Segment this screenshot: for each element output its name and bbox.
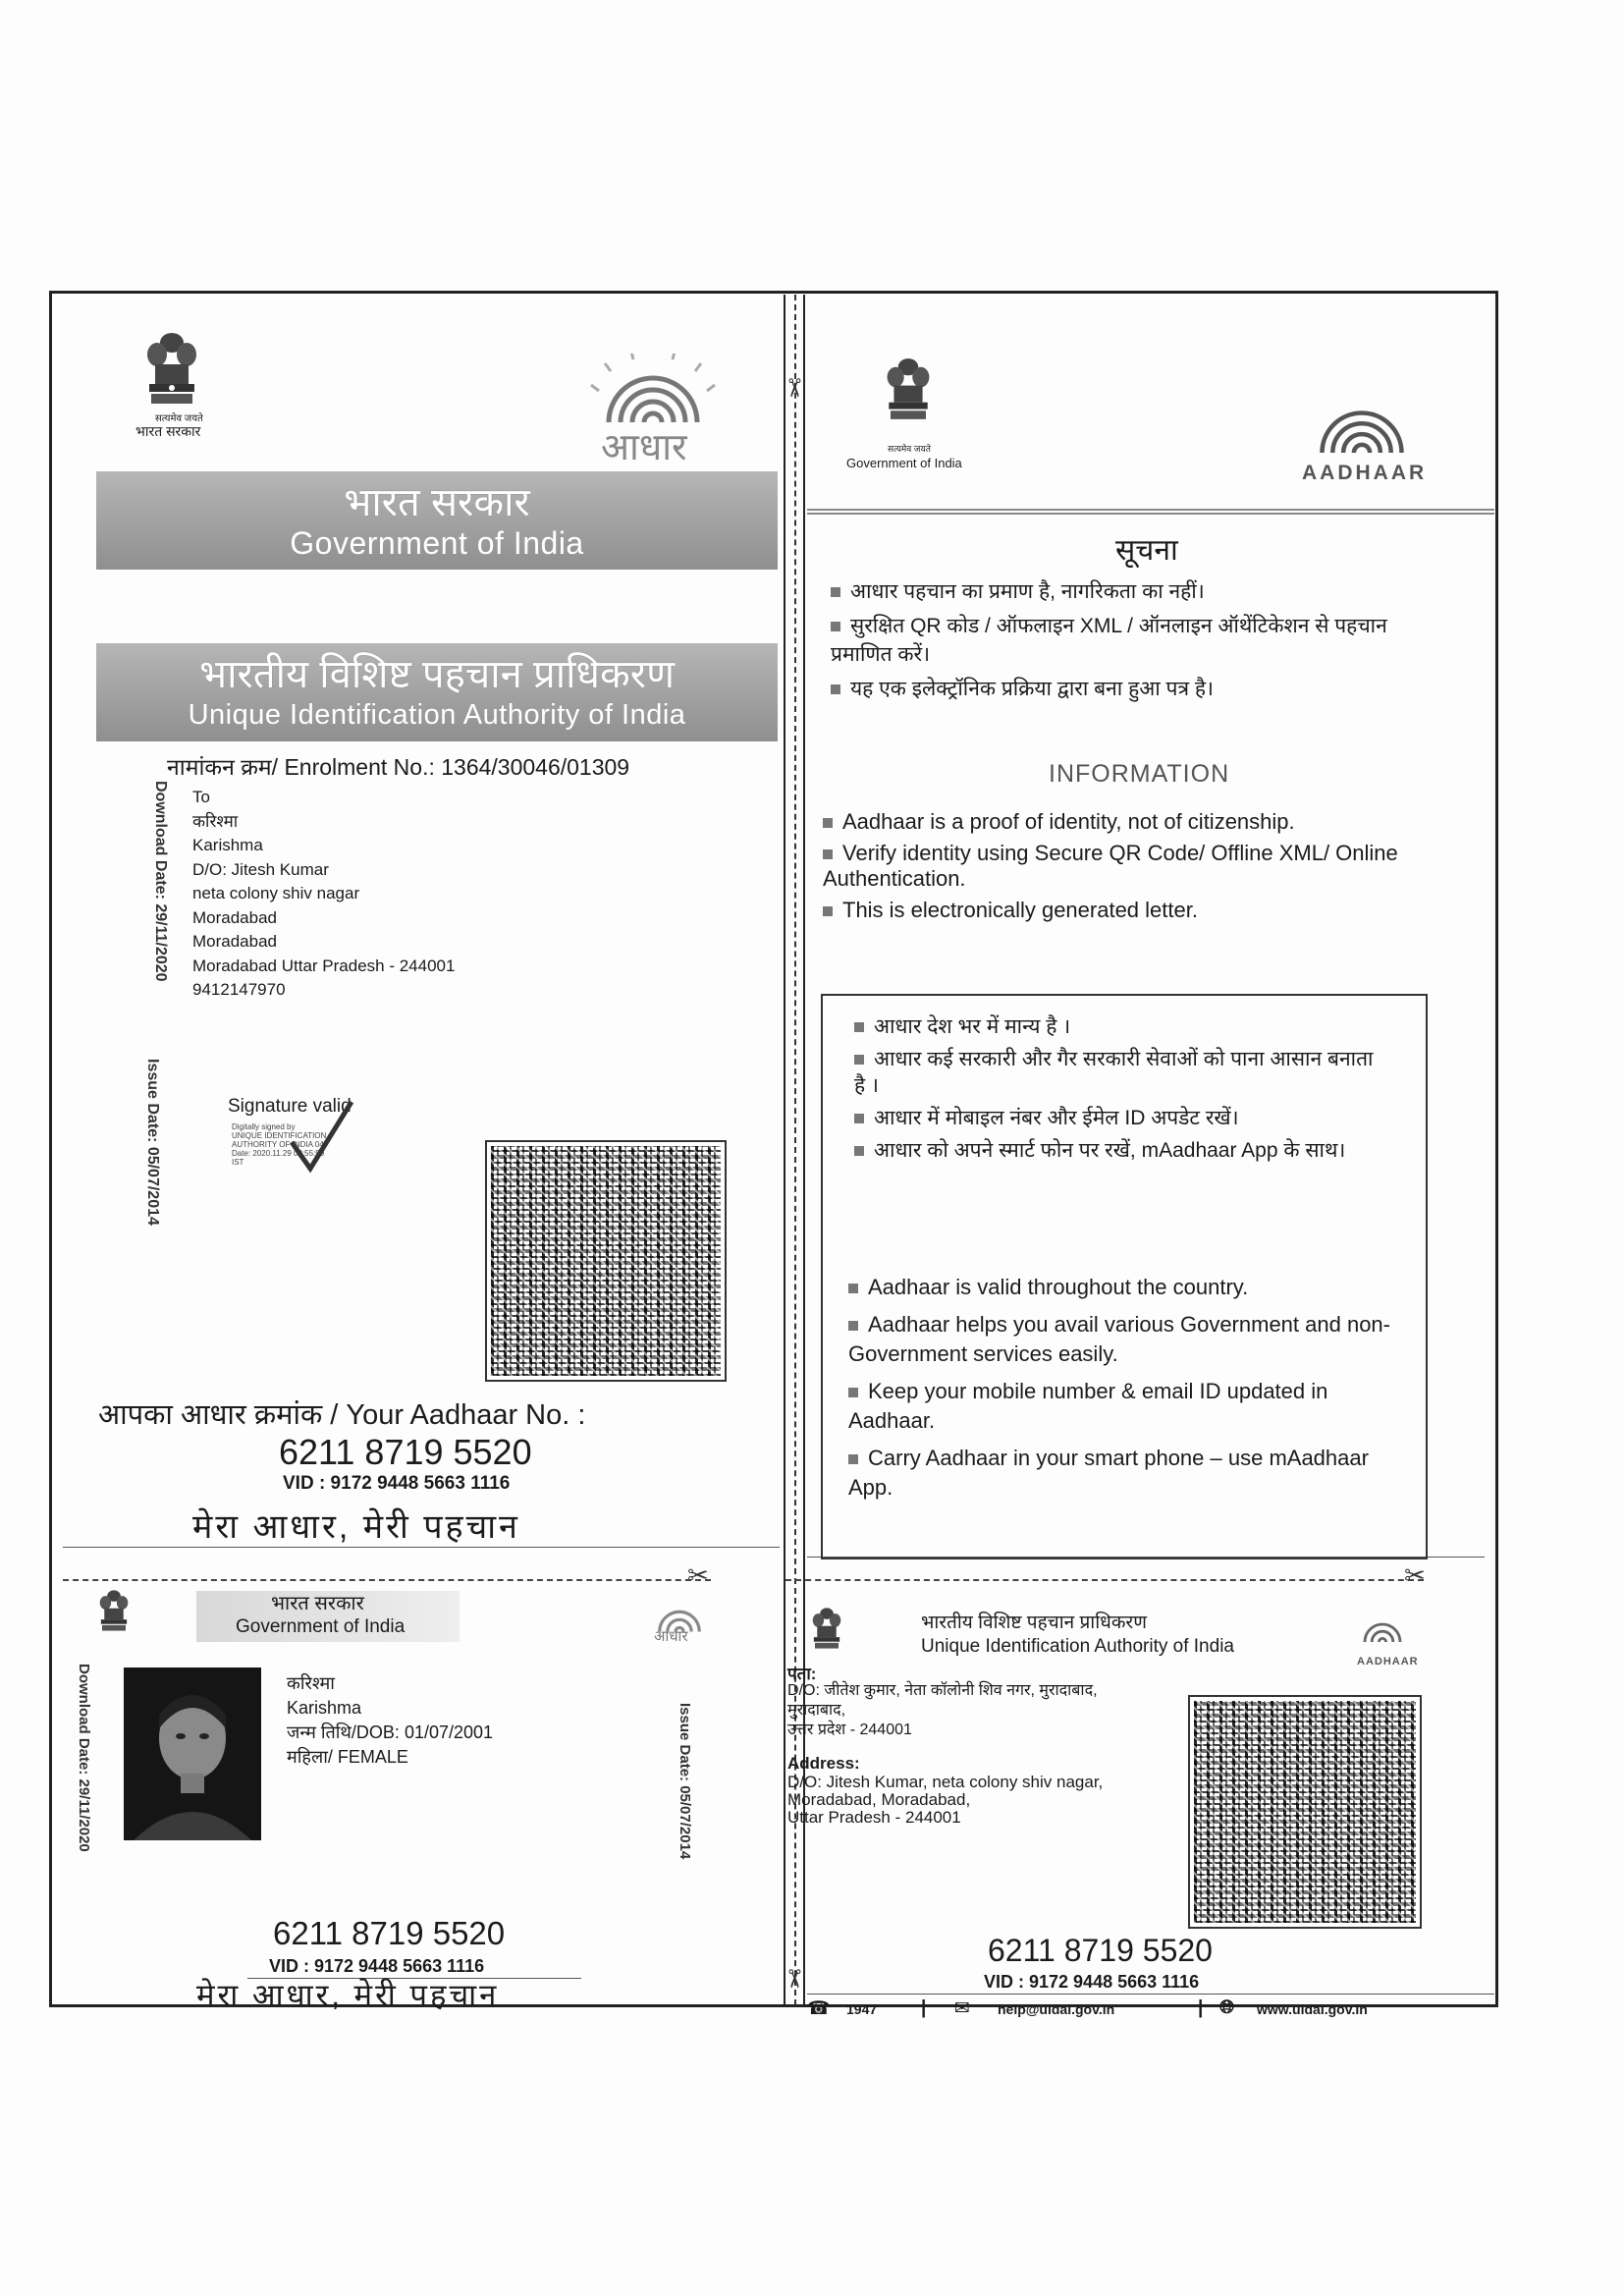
aadhaar-logo-icon bbox=[1355, 1614, 1410, 1650]
qr-code bbox=[1190, 1697, 1420, 1927]
signature-line: Digitally signed by bbox=[232, 1122, 296, 1131]
issue-date: Issue Date: 05/07/2014 bbox=[144, 1059, 161, 1226]
address-line: neta colony shiv nagar bbox=[192, 884, 360, 902]
download-date: Download Date: 29/11/2020 bbox=[152, 781, 169, 982]
contact-strip bbox=[807, 1997, 1435, 2027]
card-issue-date: Issue Date: 05/07/2014 bbox=[677, 1703, 693, 1860]
bullet-icon bbox=[831, 622, 840, 631]
gov-english-title: Government of India bbox=[290, 525, 584, 561]
bullet-icon bbox=[854, 1146, 864, 1156]
bullet-icon bbox=[823, 906, 833, 916]
aadhaar-number-label: आपका आधार क्रमांक / Your Aadhaar No. : bbox=[98, 1399, 586, 1431]
aadhaar-number: 6211 8719 5520 bbox=[279, 1432, 532, 1472]
signature-line: IST bbox=[232, 1158, 244, 1167]
checkmark-icon bbox=[287, 1098, 355, 1181]
holder-name-hindi: करिश्मा bbox=[287, 1673, 335, 1693]
address-line: Uttar Pradesh - 244001 bbox=[787, 1808, 961, 1827]
bullet-icon bbox=[848, 1321, 858, 1331]
divider: | bbox=[1198, 1997, 1204, 2018]
globe-icon: 🌐︎ bbox=[1219, 1997, 1235, 2018]
divider: | bbox=[921, 1997, 927, 2018]
card-aadhaar-number: 6211 8719 5520 bbox=[273, 1915, 506, 1951]
card-virtual-id: VID : 9172 9448 5663 1116 bbox=[269, 1956, 485, 1976]
horizontal-cut-line-right bbox=[785, 1579, 1424, 1581]
card-uidai-hindi: भारतीय विशिष्ट पहचान प्राधिकरण bbox=[921, 1613, 1147, 1633]
box-hindi-list bbox=[854, 1013, 1384, 1170]
card-gov-english: Government of India bbox=[236, 1616, 406, 1637]
qr-code bbox=[487, 1142, 725, 1380]
info-item: आधार कई सरकारी और गैर सरकारी सेवाओं को पाना आसान बनाता है । bbox=[854, 1048, 1374, 1097]
holder-photo bbox=[124, 1667, 261, 1840]
english-address bbox=[787, 1774, 1103, 1827]
bullet-icon bbox=[848, 1388, 858, 1397]
info-item: Aadhaar helps you avail various Government and non-Government services easily. bbox=[848, 1312, 1390, 1366]
bullet-icon bbox=[854, 1114, 864, 1123]
address-line: To bbox=[192, 788, 210, 806]
card-slogan: मेरा आधार, मेरी पहचान bbox=[196, 1978, 500, 2012]
info-header-rule bbox=[807, 509, 1494, 515]
bullet-icon bbox=[854, 1055, 864, 1065]
scissors-icon: ✂ bbox=[687, 1561, 709, 1591]
uidai-band bbox=[96, 643, 778, 741]
info-item: आधार पहचान का प्रमाण है, नागरिकता का नहीं। bbox=[831, 577, 1410, 606]
address-line: D/O: Jitesh Kumar bbox=[192, 859, 329, 879]
phone-number: 1947 bbox=[846, 2001, 878, 2017]
holder-details bbox=[287, 1671, 493, 1770]
aadhaar-logo-text: AADHAAR bbox=[1302, 462, 1428, 484]
emblem-motto: सत्यमेव जयते bbox=[155, 413, 203, 424]
vertical-cut-line bbox=[784, 295, 805, 2005]
email-icon: ✉ bbox=[954, 1998, 970, 2019]
phone-icon: ☎ bbox=[807, 1998, 831, 2019]
card-uidai-english: Unique Identification Authority of India bbox=[921, 1636, 1234, 1657]
national-emblem-icon bbox=[879, 354, 938, 432]
uidai-hindi-title: भारतीय विशिष्ट पहचान प्राधिकरण bbox=[198, 653, 676, 696]
info-item: Aadhaar is valid throughout the country. bbox=[848, 1273, 1398, 1302]
signature-line: AUTHORITY OF INDIA 04 bbox=[232, 1140, 324, 1149]
enrolment-number: नामांकन क्रम/ Enrolment No.: 1364/30046/01309 bbox=[167, 754, 630, 780]
aadhaar-logo-icon bbox=[1298, 391, 1426, 469]
slogan: मेरा आधार, मेरी पहचान bbox=[192, 1508, 520, 1546]
suchna-heading: सूचना bbox=[1115, 534, 1178, 567]
info-item: This is electronically generated letter. bbox=[823, 898, 1471, 923]
virtual-id: VID : 9172 9448 5663 1116 bbox=[283, 1473, 511, 1494]
aadhaar-logo-text: आधार bbox=[601, 427, 687, 468]
emblem-caption: भारत सरकार bbox=[135, 423, 201, 439]
address-line: Karishma bbox=[192, 836, 263, 854]
info-item: आधार देश भर में मान्य है । bbox=[854, 1013, 1384, 1040]
horizontal-cut-line-left bbox=[63, 1579, 711, 1581]
gov-hindi-title: भारत सरकार bbox=[344, 481, 530, 524]
address-line: Moradabad bbox=[192, 932, 278, 951]
bullet-icon bbox=[831, 587, 840, 597]
info-item: आधार को अपने स्मार्ट फोन पर रखें, mAadhaar App के साथ। bbox=[854, 1137, 1384, 1164]
info-item: Carry Aadhaar in your smart phone – use mAadhaar App. bbox=[848, 1446, 1369, 1500]
card-logo-text: AADHAAR bbox=[1357, 1656, 1419, 1667]
address-line: उत्तर प्रदेश - 244001 bbox=[787, 1722, 912, 1738]
information-heading: INFORMATION bbox=[1049, 760, 1230, 788]
box-english-list bbox=[848, 1273, 1398, 1508]
card-back-bottom-rule bbox=[807, 1994, 1494, 1995]
bullet-icon bbox=[848, 1454, 858, 1464]
emblem-motto: सत्यमेव जयते bbox=[888, 444, 931, 454]
card-gov-hindi: भारत सरकार bbox=[271, 1593, 364, 1614]
address-line: Moradabad bbox=[192, 907, 278, 927]
national-emblem-icon bbox=[807, 1603, 846, 1658]
address-line: मुरादाबाद, bbox=[787, 1702, 846, 1719]
bullet-icon bbox=[823, 818, 833, 828]
card-logo-text: आधार bbox=[654, 1628, 688, 1645]
holder-gender: महिला/ FEMALE bbox=[287, 1747, 408, 1767]
uidai-english-title: Unique Identification Authority of India bbox=[188, 699, 686, 731]
info-item: सुरक्षित QR कोड / ऑफलाइन XML / ऑनलाइन ऑथेंटिकेशन से पहचान प्रमाणित करें। bbox=[831, 615, 1387, 666]
pata-label: पता: bbox=[787, 1665, 817, 1683]
holder-name: Karishma bbox=[287, 1698, 362, 1718]
support-email: help@uidai.gov.in bbox=[998, 2001, 1115, 2017]
hindi-info-list bbox=[831, 577, 1410, 709]
card-virtual-id: VID : 9172 9448 5663 1116 bbox=[984, 1972, 1200, 1992]
english-info-list bbox=[823, 809, 1471, 929]
signature-status: Signature valid bbox=[228, 1096, 352, 1117]
recipient-address bbox=[192, 786, 455, 1003]
address-line: करिश्मा bbox=[192, 811, 239, 831]
info-item: Aadhaar is a proof of identity, not of citizenship. bbox=[823, 809, 1471, 835]
hindi-address bbox=[787, 1681, 1098, 1740]
address-line: 9412147970 bbox=[192, 980, 286, 999]
national-emblem-icon bbox=[94, 1583, 134, 1642]
info-item: यह एक इलेक्ट्रॉनिक प्रक्रिया द्वारा बना हुआ पत्र है। bbox=[831, 675, 1410, 703]
website: www.uidai.gov.in bbox=[1257, 2001, 1368, 2017]
bullet-icon bbox=[823, 849, 833, 859]
info-item: Verify identity using Secure QR Code/ Offline XML/ Online Authentication. bbox=[823, 841, 1398, 891]
scissors-icon: ✂ bbox=[778, 1968, 808, 1990]
address-line: D/O: Jitesh Kumar, neta colony shiv nagar, bbox=[787, 1773, 1104, 1791]
info-item: Keep your mobile number & email ID updated in Aadhaar. bbox=[848, 1379, 1328, 1433]
government-band bbox=[96, 471, 778, 570]
address-label: Address: bbox=[787, 1754, 860, 1773]
signature-line: Date: 2020.11.29 09:55:59 bbox=[232, 1149, 325, 1158]
scissors-icon: ✂ bbox=[778, 377, 808, 399]
bullet-icon bbox=[848, 1284, 858, 1293]
card-download-date: Download Date: 29/11/2020 bbox=[76, 1664, 92, 1852]
card-aadhaar-number: 6211 8719 5520 bbox=[988, 1933, 1213, 1968]
address-line: D/O: जीतेश कुमार, नेता कॉलोनी शिव नगर, मुरादाबाद, bbox=[787, 1682, 1098, 1699]
holder-dob: जन्म तिथि/DOB: 01/07/2001 bbox=[287, 1722, 494, 1742]
bullet-icon bbox=[831, 684, 840, 694]
address-line: Moradabad, Moradabad, bbox=[787, 1790, 971, 1809]
signature-line: UNIQUE IDENTIFICATION bbox=[232, 1131, 327, 1140]
emblem-caption: Government of India bbox=[846, 456, 962, 470]
info-item: आधार में मोबाइल नंबर और ईमेल ID अपडेट रखें। bbox=[854, 1105, 1384, 1131]
address-line: Moradabad Uttar Pradesh - 244001 bbox=[192, 956, 456, 975]
scissors-icon: ✂ bbox=[1404, 1561, 1426, 1591]
bullet-icon bbox=[854, 1022, 864, 1032]
